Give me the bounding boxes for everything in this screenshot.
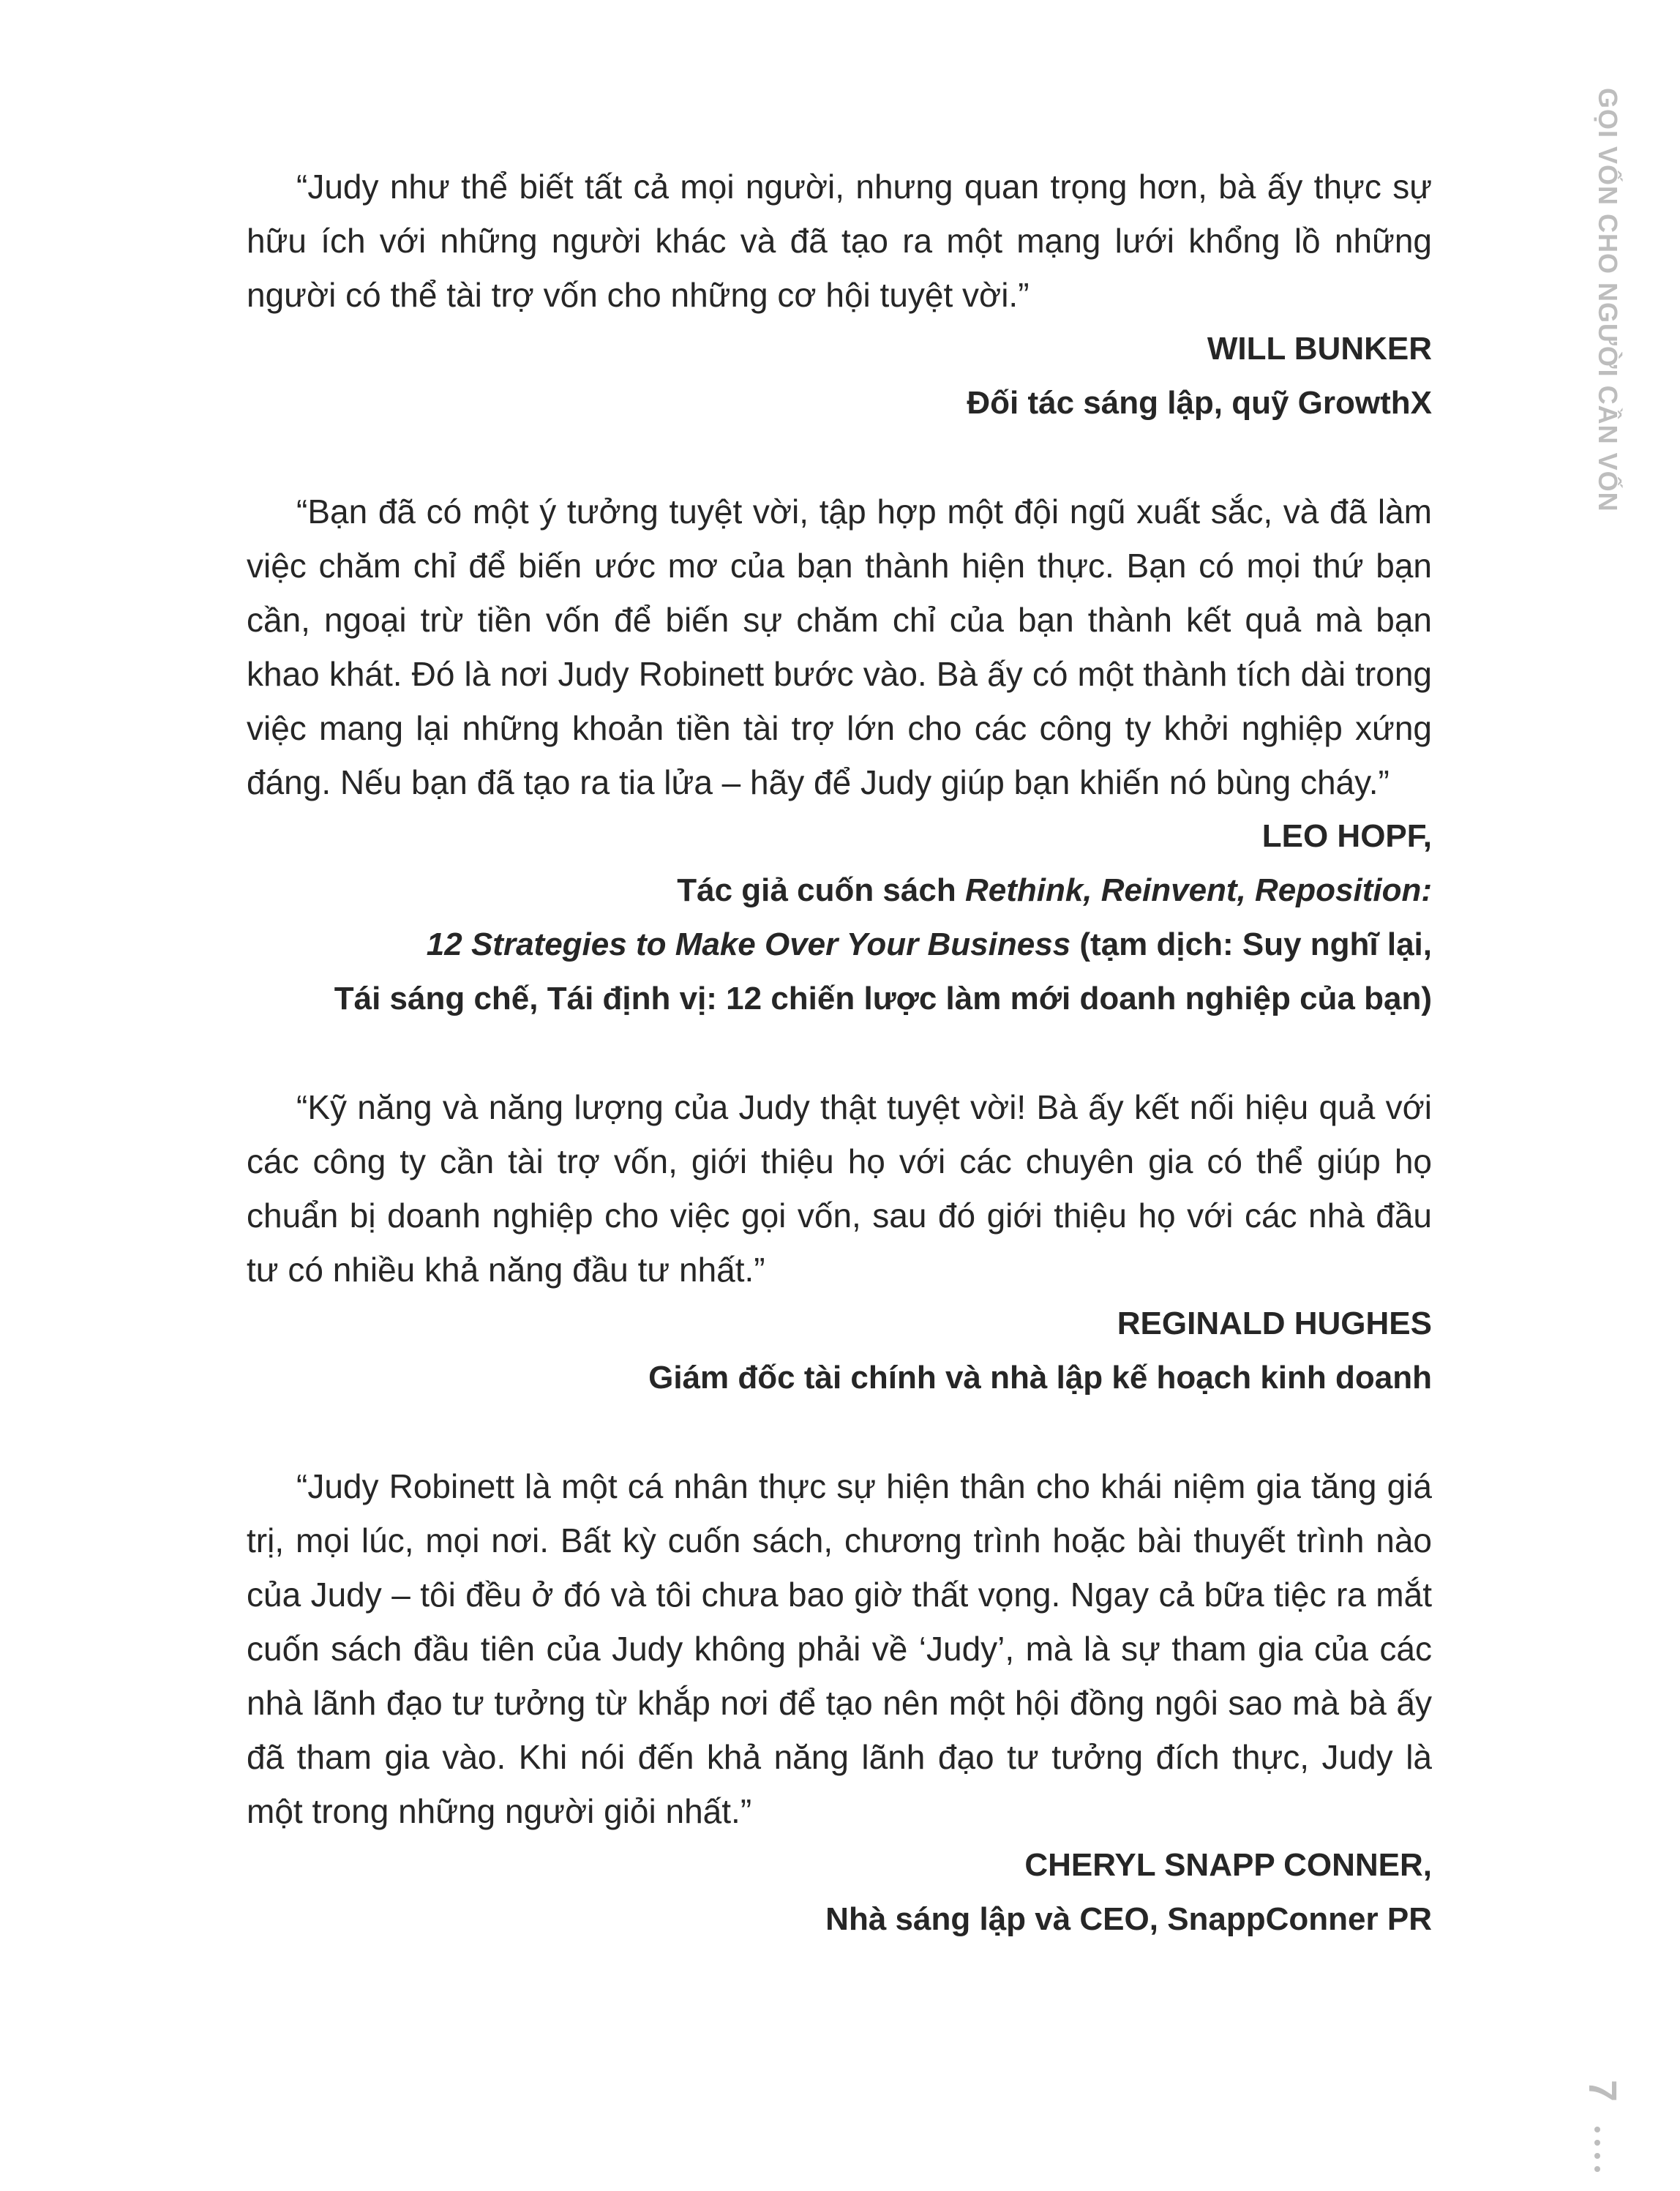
quote-text: “Judy như thể biết tất cả mọi người, nhưng quan trọng hơn, bà ấy thực sự hữu ích với những người khác và đã tạo ra một mạng lưới khổng lồ những người có thể tài trợ vốn cho những cơ hội tuyệt vời.” [247,168,1432,314]
dot [1594,2127,1600,2132]
author-name: CHERYL SNAPP CONNER, [1024,1847,1432,1883]
testimonial-leo-hopf [247,484,1432,1026]
attribution [247,322,1432,430]
attribution [247,1838,1432,1947]
running-header-book-title: GỌI VỐN CHO NGƯỜI CẦN VỐN [1593,88,1623,512]
author-title: Giám đốc tài chính và nhà lập kế hoạch kinh doanh [648,1360,1432,1396]
dot [1594,2166,1600,2172]
author-name: WILL BUNKER [1207,331,1432,367]
page-content [247,160,1432,1947]
author-title-line-2 [247,918,1432,972]
author-title: Nhà sáng lập và CEO, SnappConner PR [825,1901,1432,1937]
title-prefix: Tác giả cuốn sách [677,872,965,908]
author-title-line-1 [247,864,1432,918]
testimonial-will-bunker [247,160,1432,430]
dot [1594,2153,1600,2159]
dot [1594,2140,1600,2146]
page-number-dots [1592,2127,1602,2191]
author-title-line-3: Tái sáng chế, Tái định vị: 12 chiến lược làm mới doanh nghiệp của bạn) [334,981,1432,1016]
quote-text: “Judy Robinett là một cá nhân thực sự hiện thân cho khái niệm gia tăng giá trị, mọi lúc, mọi nơi. Bất kỳ cuốn sách, chương trình hoặc bài thuyết trình nào của Judy – tôi đều ở đó và tôi chưa bao giờ thất vọng. Ngay cả bữa tiệc ra mắt cuốn sách đầu tiên của Judy không phải về ‘Judy’, mà là sự tham gia của các nhà lãnh đạo tư tưởng từ khắp nơi để tạo nên một hội đồng ngôi sao mà bà ấy đã tham gia vào. Khi nói đến khả năng lãnh đạo tư tưởng đích thực, Judy là một trong những người giỏi nhất.” [247,1467,1432,1830]
book-title-part-2: 12 Strategies to Make Over Your Business [426,926,1071,962]
author-name: LEO HOPF, [1261,818,1432,854]
quote-text: “Bạn đã có một ý tưởng tuyệt vời, tập hợp một đội ngũ xuất sắc, và đã làm việc chăm chỉ để biến ước mơ của bạn thành hiện thực. Bạn có mọi thứ bạn cần, ngoại trừ tiền vốn để biến sự chăm chỉ của bạn thành kết quả mà bạn khao khát. Đó là nơi Judy Robinett bước vào. Bà ấy có một thành tích dài trong việc mang lại những khoản tiền tài trợ lớn cho các công ty khởi nghiệp xứng đáng. Nếu bạn đã tạo ra tia lửa – hãy để Judy giúp bạn khiến nó bùng cháy.” [247,492,1432,801]
testimonial-cheryl-snapp-conner [247,1459,1432,1947]
translation-part-1: (tạm dịch: Suy nghĩ lại, [1070,926,1432,962]
testimonial-reginald-hughes [247,1080,1432,1405]
author-title: Đối tác sáng lập, quỹ GrowthX [967,385,1432,421]
page-number: 7 [1580,2079,1624,2102]
author-name: REGINALD HUGHES [1117,1306,1432,1341]
attribution [247,809,1432,1026]
quote-text: “Kỹ năng và năng lượng của Judy thật tuyệt vời! Bà ấy kết nối hiệu quả với các công ty cần tài trợ vốn, giới thiệu họ với các chuyên gia có thể giúp họ chuẩn bị doanh nghiệp cho việc gọi vốn, sau đó giới thiệu họ với các nhà đầu tư có nhiều khả năng đầu tư nhất.” [247,1088,1432,1289]
book-title-part-1: Rethink, Reinvent, Reposition: [964,872,1432,908]
attribution [247,1297,1432,1405]
